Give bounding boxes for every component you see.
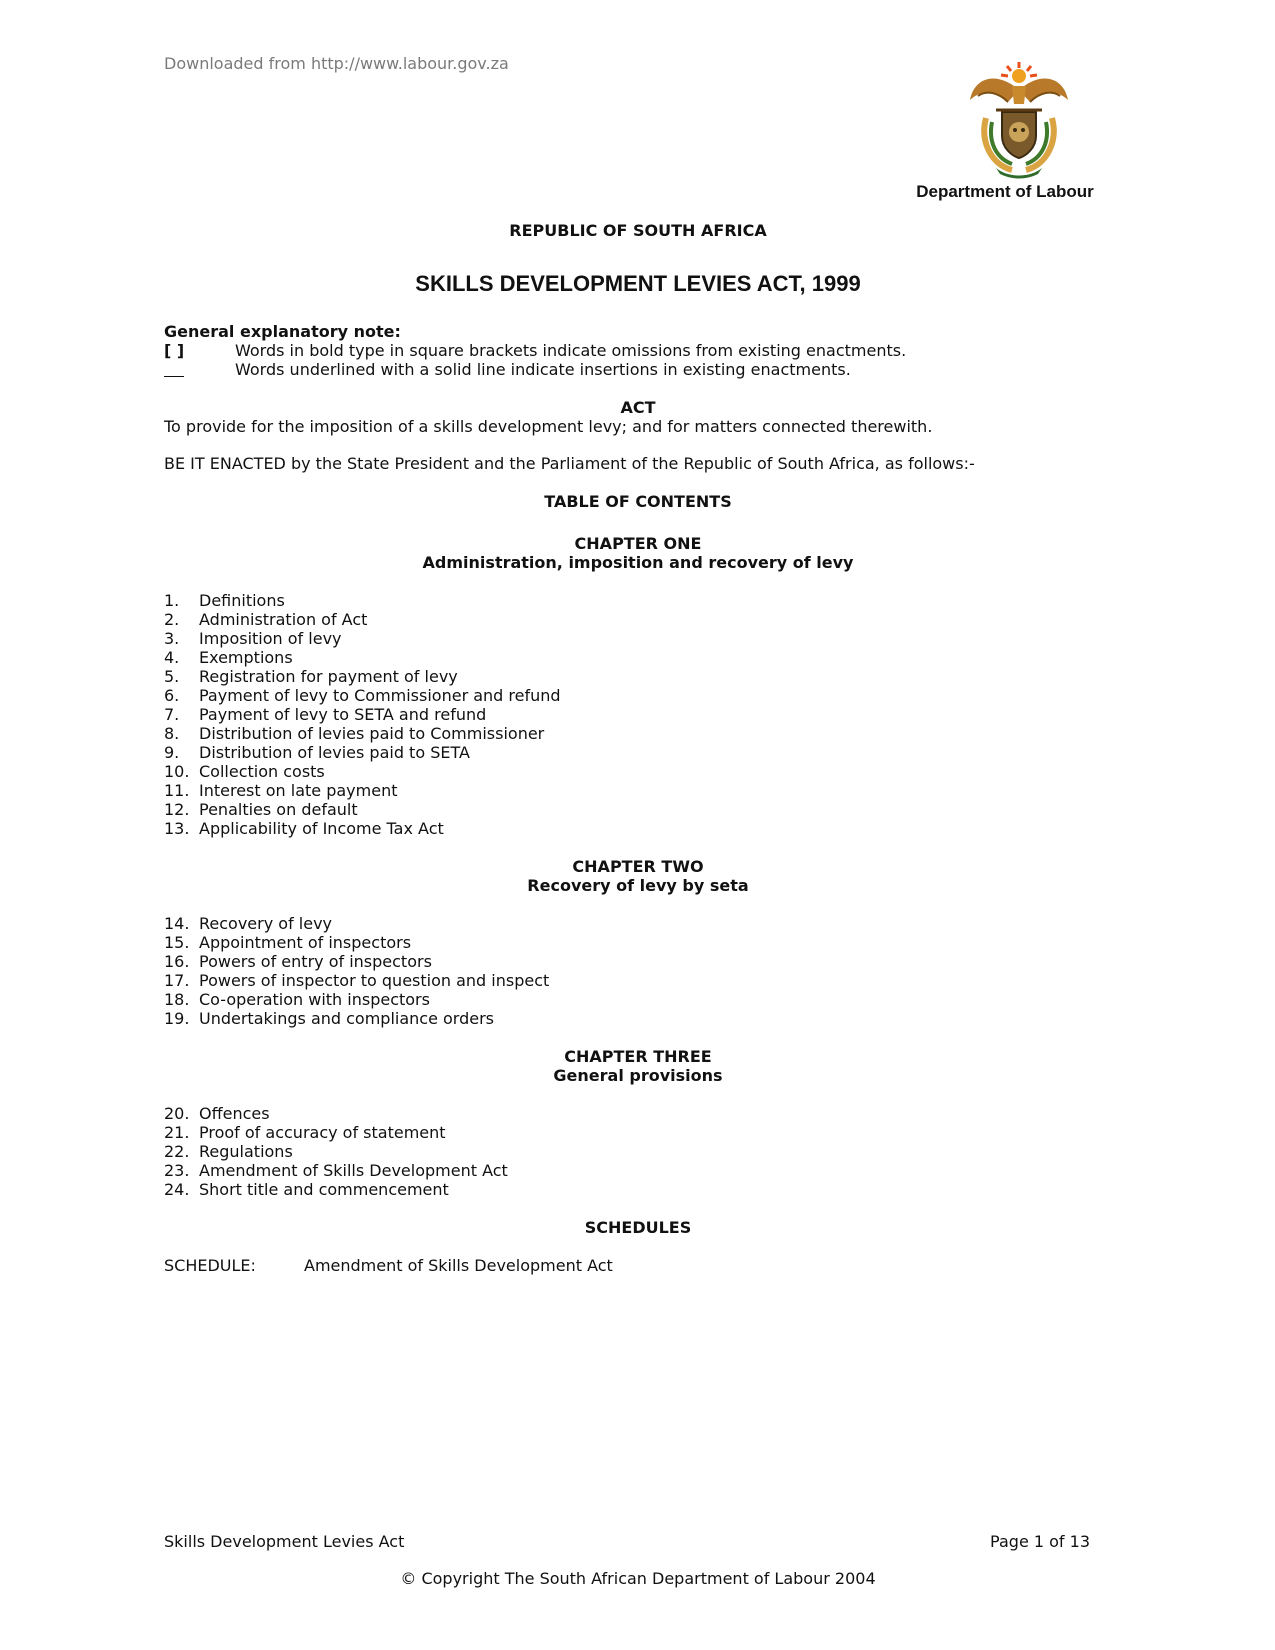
note-text: Words in bold type in square brackets indicate omissions from existing enactments. — [235, 341, 907, 360]
toc-item[interactable]: 10. Collection costs — [164, 762, 325, 781]
schedule-label: SCHEDULE: — [164, 1256, 256, 1275]
toc-item[interactable]: 23. Amendment of Skills Development Act — [164, 1161, 508, 1180]
underline-symbol — [164, 362, 184, 377]
toc-item[interactable]: 22. Regulations — [164, 1142, 293, 1161]
schedule-text: Amendment of Skills Development Act — [304, 1256, 613, 1275]
toc-item[interactable]: 11. Interest on late payment — [164, 781, 398, 800]
explanatory-note-heading: General explanatory note: — [164, 322, 401, 341]
document-title: SKILLS DEVELOPMENT LEVIES ACT, 1999 — [415, 271, 861, 296]
note-row-omissions — [164, 341, 1112, 361]
chapter-one-list — [164, 591, 864, 838]
note-row-insertions — [164, 360, 1112, 380]
toc-item[interactable]: 9. Distribution of levies paid to SETA — [164, 743, 470, 762]
toc-item[interactable]: 12. Penalties on default — [164, 800, 358, 819]
toc-item[interactable]: 14. Recovery of levy — [164, 914, 333, 933]
toc-item[interactable]: 3. Imposition of levy — [164, 629, 342, 648]
toc-heading: TABLE OF CONTENTS — [544, 492, 732, 511]
copyright-notice: © Copyright The South African Department of Labour 2004 — [400, 1569, 876, 1588]
chapter-one-title: Administration, imposition and recovery of levy — [422, 553, 854, 572]
toc-item[interactable]: 6. Payment of levy to Commissioner and refund — [164, 686, 561, 705]
source-line[interactable]: Downloaded from http://www.labour.gov.za — [164, 54, 509, 73]
toc-item[interactable]: 8. Distribution of levies paid to Commissioner — [164, 724, 545, 743]
chapter-two-title: Recovery of levy by seta — [527, 876, 749, 895]
note-text: Words underlined with a solid line indicate insertions in existing enactments. — [235, 360, 851, 379]
toc-item[interactable]: 21. Proof of accuracy of statement — [164, 1123, 446, 1142]
toc-item[interactable]: 17. Powers of inspector to question and inspect — [164, 971, 550, 990]
chapter-three-title: General provisions — [553, 1066, 723, 1085]
toc-item[interactable]: 2. Administration of Act — [164, 610, 368, 629]
act-purpose: To provide for the imposition of a skills development levy; and for matters connected therewith. — [164, 417, 933, 436]
toc-item[interactable]: 7. Payment of levy to SETA and refund — [164, 705, 487, 724]
toc-item[interactable]: 15. Appointment of inspectors — [164, 933, 412, 952]
toc-item[interactable]: 4. Exemptions — [164, 648, 293, 667]
toc-item[interactable]: 20. Offences — [164, 1104, 270, 1123]
chapter-two-list — [164, 914, 864, 1028]
republic-heading: REPUBLIC OF SOUTH AFRICA — [509, 221, 767, 240]
chapter-two-label: CHAPTER TWO — [572, 857, 704, 876]
act-heading: ACT — [620, 398, 656, 417]
footer-act-name: Skills Development Levies Act — [164, 1532, 405, 1551]
toc-item[interactable]: 19. Undertakings and compliance orders — [164, 1009, 495, 1028]
department-name: Department of Labour — [916, 182, 1094, 201]
chapter-three-label: CHAPTER THREE — [564, 1047, 712, 1066]
schedules-heading: SCHEDULES — [584, 1218, 692, 1237]
toc-item[interactable]: 13. Applicability of Income Tax Act — [164, 819, 444, 838]
toc-item[interactable]: 16. Powers of entry of inspectors — [164, 952, 432, 971]
toc-item[interactable]: 5. Registration for payment of levy — [164, 667, 458, 686]
toc-item[interactable]: 18. Co-operation with inspectors — [164, 990, 430, 1009]
toc-item[interactable]: 24. Short title and commencement — [164, 1180, 449, 1199]
chapter-one-label: CHAPTER ONE — [574, 534, 702, 553]
enacting-clause: BE IT ENACTED by the State President and the Parliament of the Republic of South Africa, as follows:- — [164, 454, 975, 473]
page-number: Page 1 of 13 — [990, 1532, 1090, 1551]
bracket-symbol: [ ] — [164, 341, 185, 360]
south-africa-coat-of-arms-icon — [966, 60, 1072, 180]
chapter-three-list — [164, 1104, 864, 1199]
toc-item[interactable]: 1. Definitions — [164, 591, 285, 610]
